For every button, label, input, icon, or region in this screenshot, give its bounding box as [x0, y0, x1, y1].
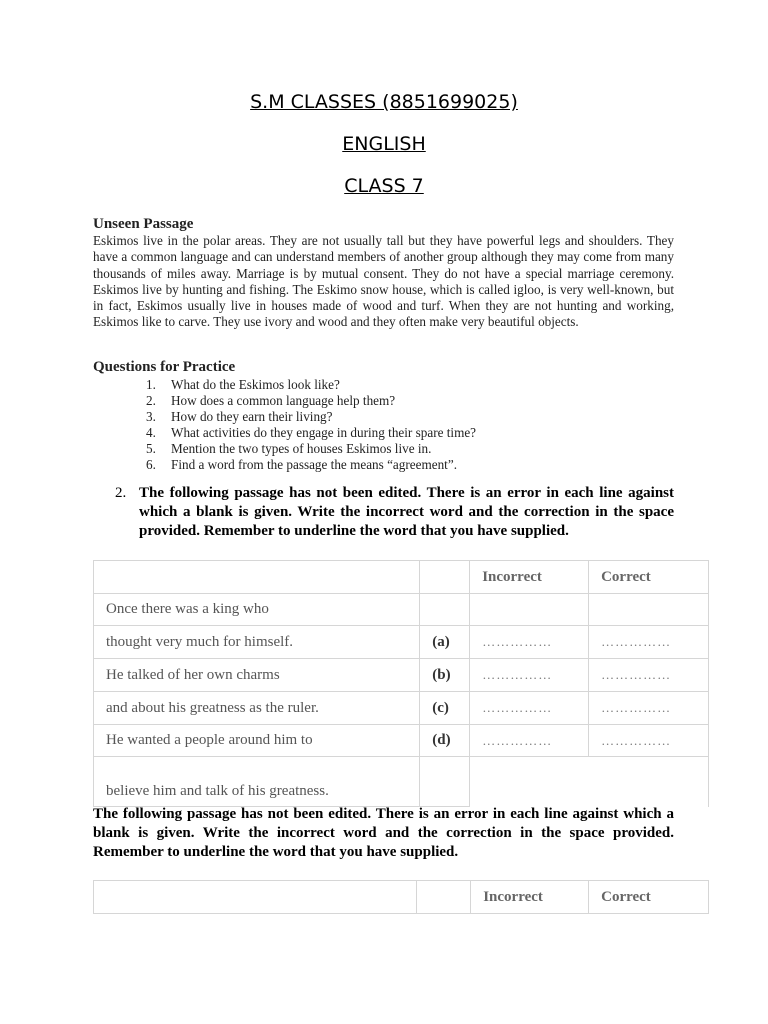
blank-label: (c) [420, 692, 470, 725]
passage-line: He wanted a people around him to [94, 725, 420, 757]
institute-title: S.M CLASSES (8851699025) [250, 91, 518, 113]
blank-label: (b) [420, 659, 470, 692]
table-cell [420, 757, 470, 807]
incorrect-blank[interactable]: …………… [470, 626, 589, 659]
passage-line: believe him and talk of his greatness. [94, 757, 420, 807]
table-cell [470, 757, 709, 807]
correct-blank[interactable]: …………… [589, 725, 709, 757]
table-row [94, 757, 709, 807]
correct-column-header: Correct [589, 881, 709, 914]
correct-blank[interactable]: …………… [589, 692, 709, 725]
passage-line: Once there was a king who [94, 594, 420, 626]
editing-question-number: 2. [115, 485, 127, 501]
practice-question: 5. Mention the two types of houses Eskimos live in. [146, 441, 432, 457]
class-title: CLASS 7 [344, 175, 424, 197]
editing-instruction-2: The following passage has not been edited. There is an error in each line against which a blank is given. Write the incorrect word and the correction in the space provided. Remember to underline the word that you have supplied. [93, 806, 674, 860]
practice-question: 3. How do they earn their living? [146, 409, 333, 425]
table-cell [94, 881, 417, 914]
practice-question: 6. Find a word from the passage the means “agreement”. [146, 457, 457, 473]
incorrect-blank[interactable]: …………… [470, 725, 589, 757]
practice-question-list [146, 377, 476, 474]
table-header-row [94, 561, 709, 594]
passage-line: thought very much for himself. [94, 626, 420, 659]
correct-column-header: Correct [589, 561, 709, 594]
editing-table [93, 560, 709, 807]
table-row [94, 692, 709, 725]
passage-line: He talked of her own charms [94, 659, 420, 692]
blank-label: (a) [420, 626, 470, 659]
incorrect-blank[interactable] [470, 594, 589, 626]
table-row [94, 659, 709, 692]
practice-question: 4. What activities do they engage in during their spare time? [146, 425, 477, 441]
table-row [94, 725, 709, 757]
correct-blank[interactable]: …………… [589, 626, 709, 659]
incorrect-column-header: Incorrect [470, 561, 589, 594]
practice-question: 1. What do the Eskimos look like? [146, 377, 340, 392]
practice-heading: Questions for Practice [93, 359, 236, 375]
incorrect-blank[interactable]: …………… [470, 692, 589, 725]
passage-line: and about his greatness as the ruler. [94, 692, 420, 725]
incorrect-blank[interactable]: …………… [470, 659, 589, 692]
correct-blank[interactable]: …………… [589, 659, 709, 692]
table-header-row [94, 881, 709, 914]
blank-label [420, 594, 470, 626]
editing-table-2 [93, 880, 709, 914]
table-cell [420, 561, 470, 594]
subject-title: ENGLISH [342, 133, 426, 155]
table-row [94, 594, 709, 626]
unseen-passage-text: Eskimos live in the polar areas. They are not usually tall but they have powerful legs and shoulders. They have a common language and can understand members of another group although they may come from many thousands of miles away. Marriage is by mutual consent. They do not have a special marriage ceremony. Eskimos live by hunting and fishing. The Eskimo snow house, which is called igloo, is very well-known, but in fact, Eskimos usually live in houses made of wood and turf. When they are not hunting and working, Eskimos like to carve. They use ivory and wood and they often make very beautiful objects. [93, 233, 674, 330]
practice-question: 2. How does a common language help them? [146, 393, 396, 409]
table-cell [417, 881, 471, 914]
table-row [94, 626, 709, 659]
correct-blank[interactable] [589, 594, 709, 626]
unseen-passage-heading: Unseen Passage [93, 216, 194, 232]
blank-label: (d) [420, 725, 470, 757]
table-cell [94, 561, 420, 594]
incorrect-column-header: Incorrect [471, 881, 589, 914]
editing-instruction: The following passage has not been edited. There is an error in each line against which a blank is given. Write the incorrect word and the correction in the space provided. Remember to underline the word that you have supplied. [139, 485, 674, 539]
